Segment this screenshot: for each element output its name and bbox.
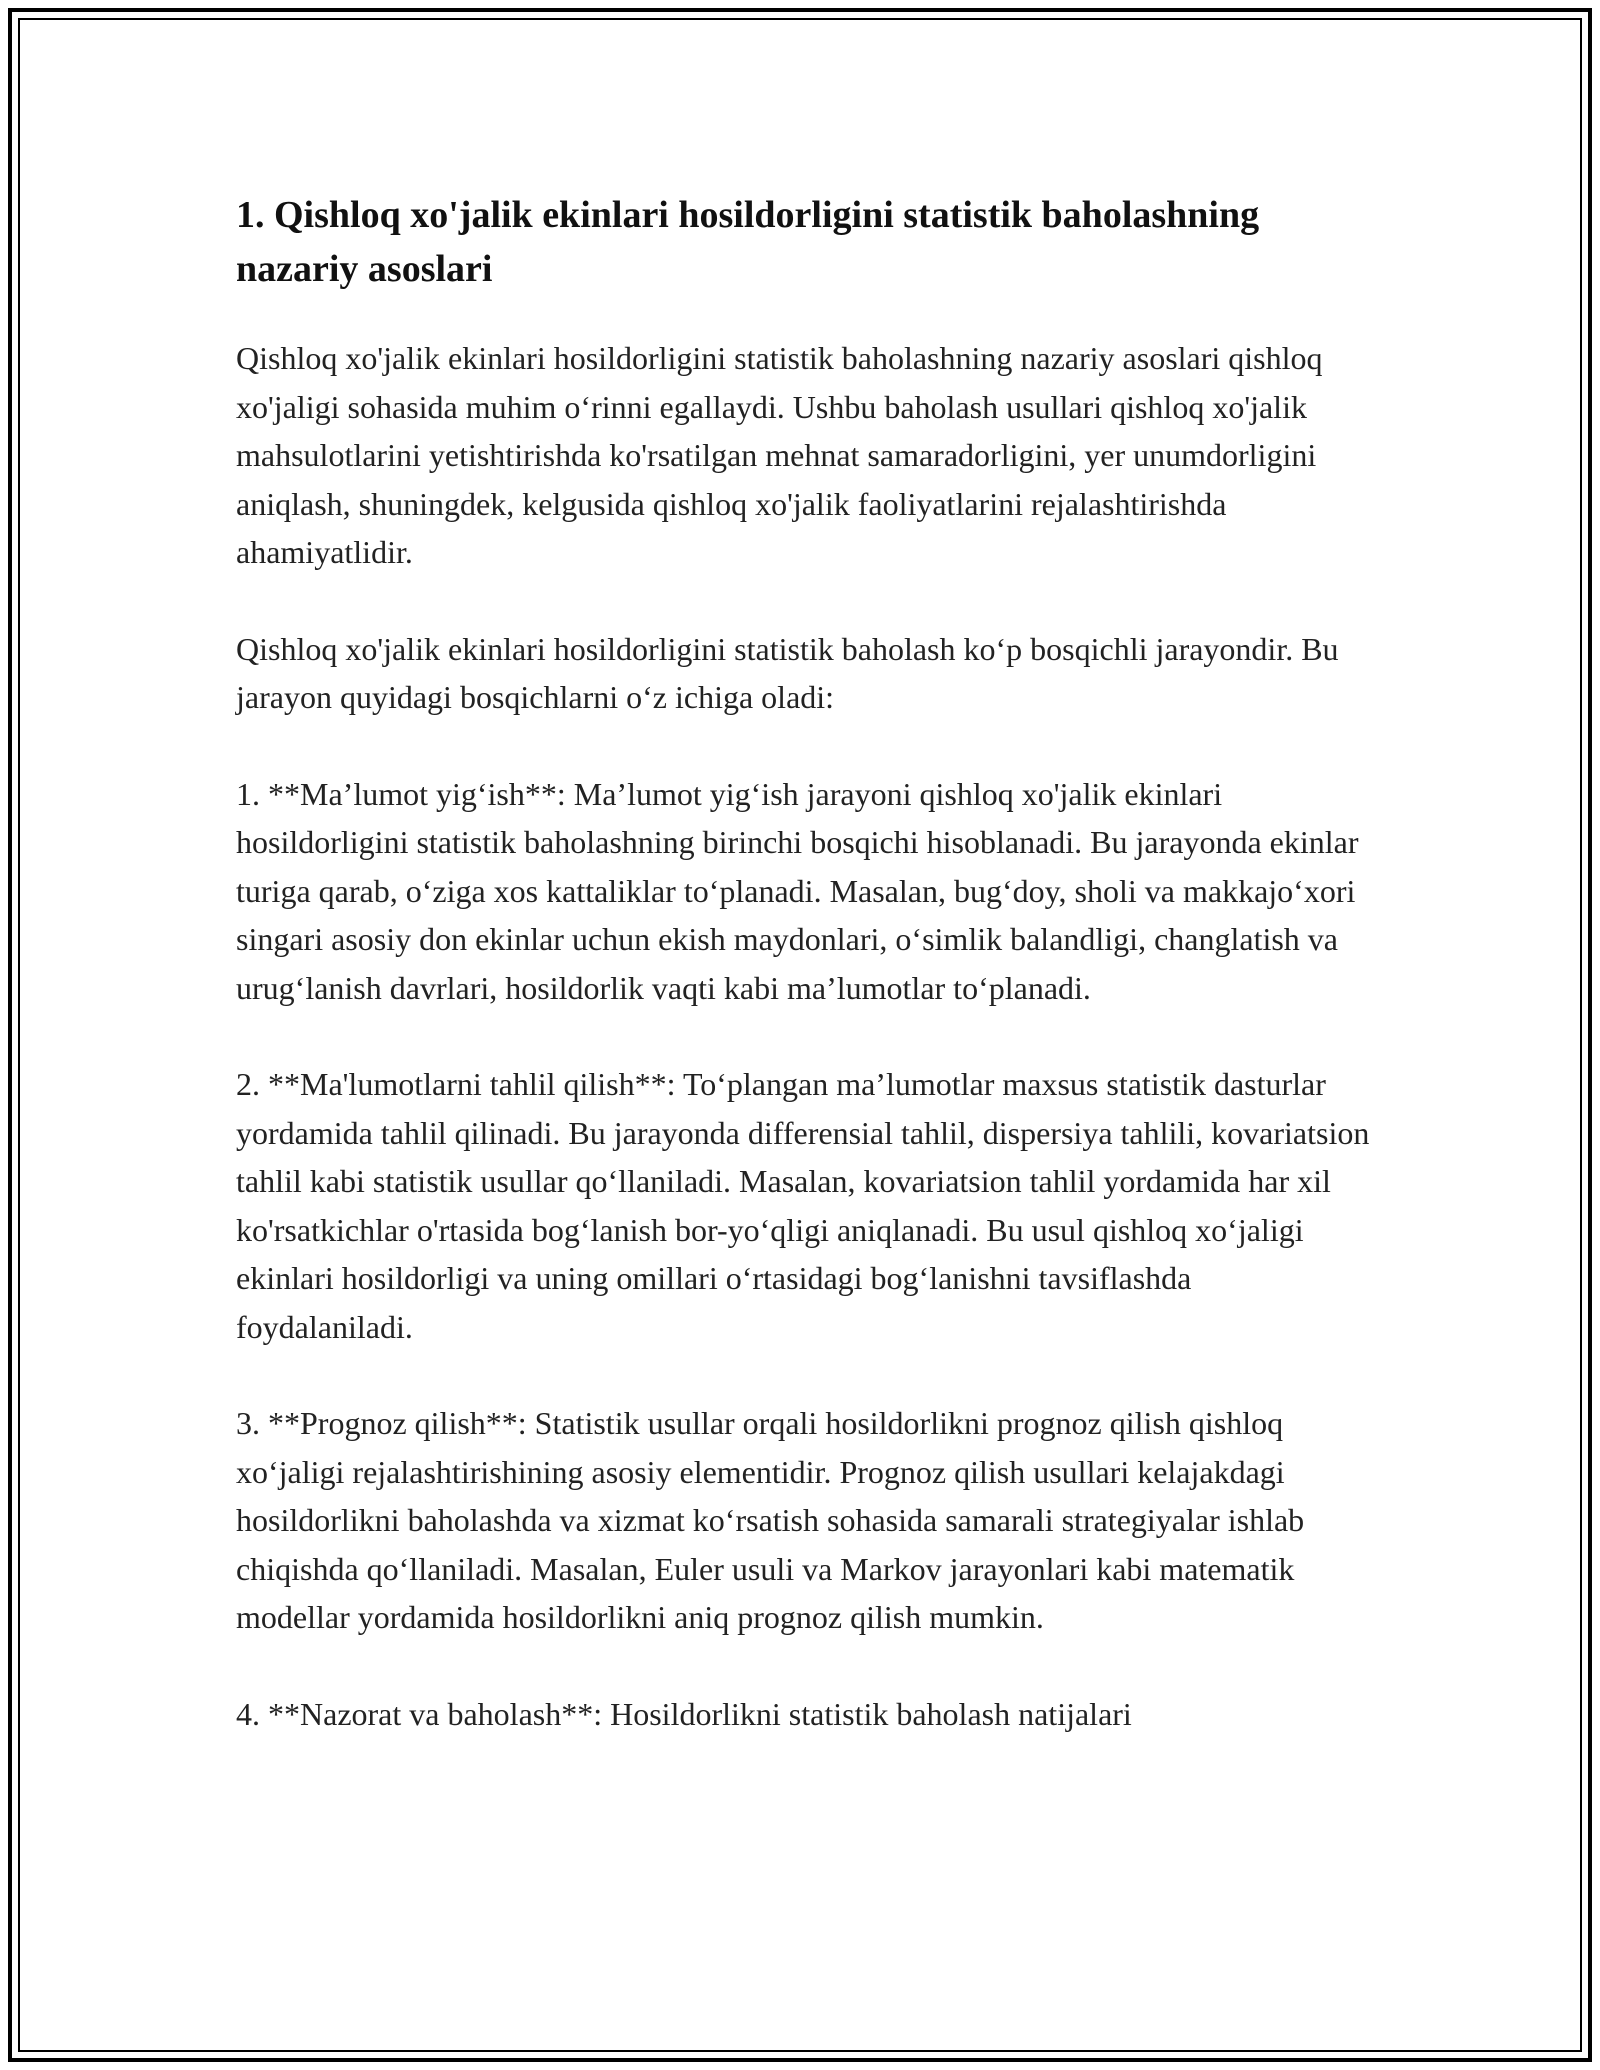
paragraph-step-3: 3. **Prognoz qilish**: Statistik usullar orqali hosildorlikni prognoz qilish qishloq xo‘jaligi rejalashtirishining asosiy elementidir. Prognoz qilish usullari kelajakdagi hosildorlikni baholashda va xizmat ko‘rsatish sohasida samarali strategiyalar ishlab chiqishda qo‘llaniladi. Masalan, Euler usuli va Markov jarayonlari kabi matematik modellar yordamida hosildorlikni aniq prognoz qilish mumkin. xyxy=(236,1405,1305,1635)
document-body xyxy=(236,188,1376,1786)
paragraph-step-1: 1. **Ma’lumot yig‘ish**: Ma’lumot yig‘ish jarayoni qishloq xo'jalik ekinlari hosildorligini statistik baholashning birinchi bosqichi hisoblanadi. Bu jarayonda ekinlar turiga qarab, o‘ziga xos kattaliklar to‘planadi. Masalan, bug‘doy, sholi va makkajo‘xori singari asosiy don ekinlar uchun ekish maydonlari, o‘simlik balandligi, changlatish va urug‘lanish davrlari, hosildorlik vaqti kabi ma’lumotlar to‘planadi. xyxy=(236,775,1359,1006)
paragraph-step-4: 4. **Nazorat va baholash**: Hosildorlikni statistik baholash natijalari xyxy=(236,1695,1132,1732)
section-heading: 1. Qishloq xo'jalik ekinlari hosildorligini statistik baholashning nazariy asoslari xyxy=(236,194,1260,290)
paragraph-stages-intro: Qishloq xo'jalik ekinlari hosildorligini statistik baholash ko‘p bosqichli jarayondir. Bu jarayon quyidagi bosqichlarni o‘z ichiga oladi: xyxy=(236,630,1339,715)
paragraph-step-2: 2. **Ma'lumotlarni tahlil qilish**: To‘plangan ma’lumotlar maxsus statistik dasturlar yordamida tahlil qilinadi. Bu jarayonda differensial tahlil, dispersiya tahlili, kovariatsion tahlil kabi statistik usullar qo‘llaniladi. Masalan, kovariatsion tahlil yordamida har xil ko'rsatkichlar o'rtasida bog‘lanish bor-yo‘qligi aniqlanadi. Bu usul qishloq xo‘jaligi ekinlari hosildorligi va uning omillari o‘rtasidagi bog‘lanishni tavsiflashda foydalaniladi. xyxy=(236,1066,1370,1345)
paragraph-intro: Qishloq xo'jalik ekinlari hosildorligini statistik baholashning nazariy asoslari qishloq xo'jaligi sohasida muhim o‘rinni egallaydi. Ushbu baholash usullari qishloq xo'jalik mahsulotlarini yetishtirishda ko'rsatilgan mehnat samaradorligini, yer unumdorligini aniqlash, shuningdek, kelgusida qishloq xo'jalik faoliyatlarini rejalashtirishda ahamiyatlidir. xyxy=(236,340,1323,570)
